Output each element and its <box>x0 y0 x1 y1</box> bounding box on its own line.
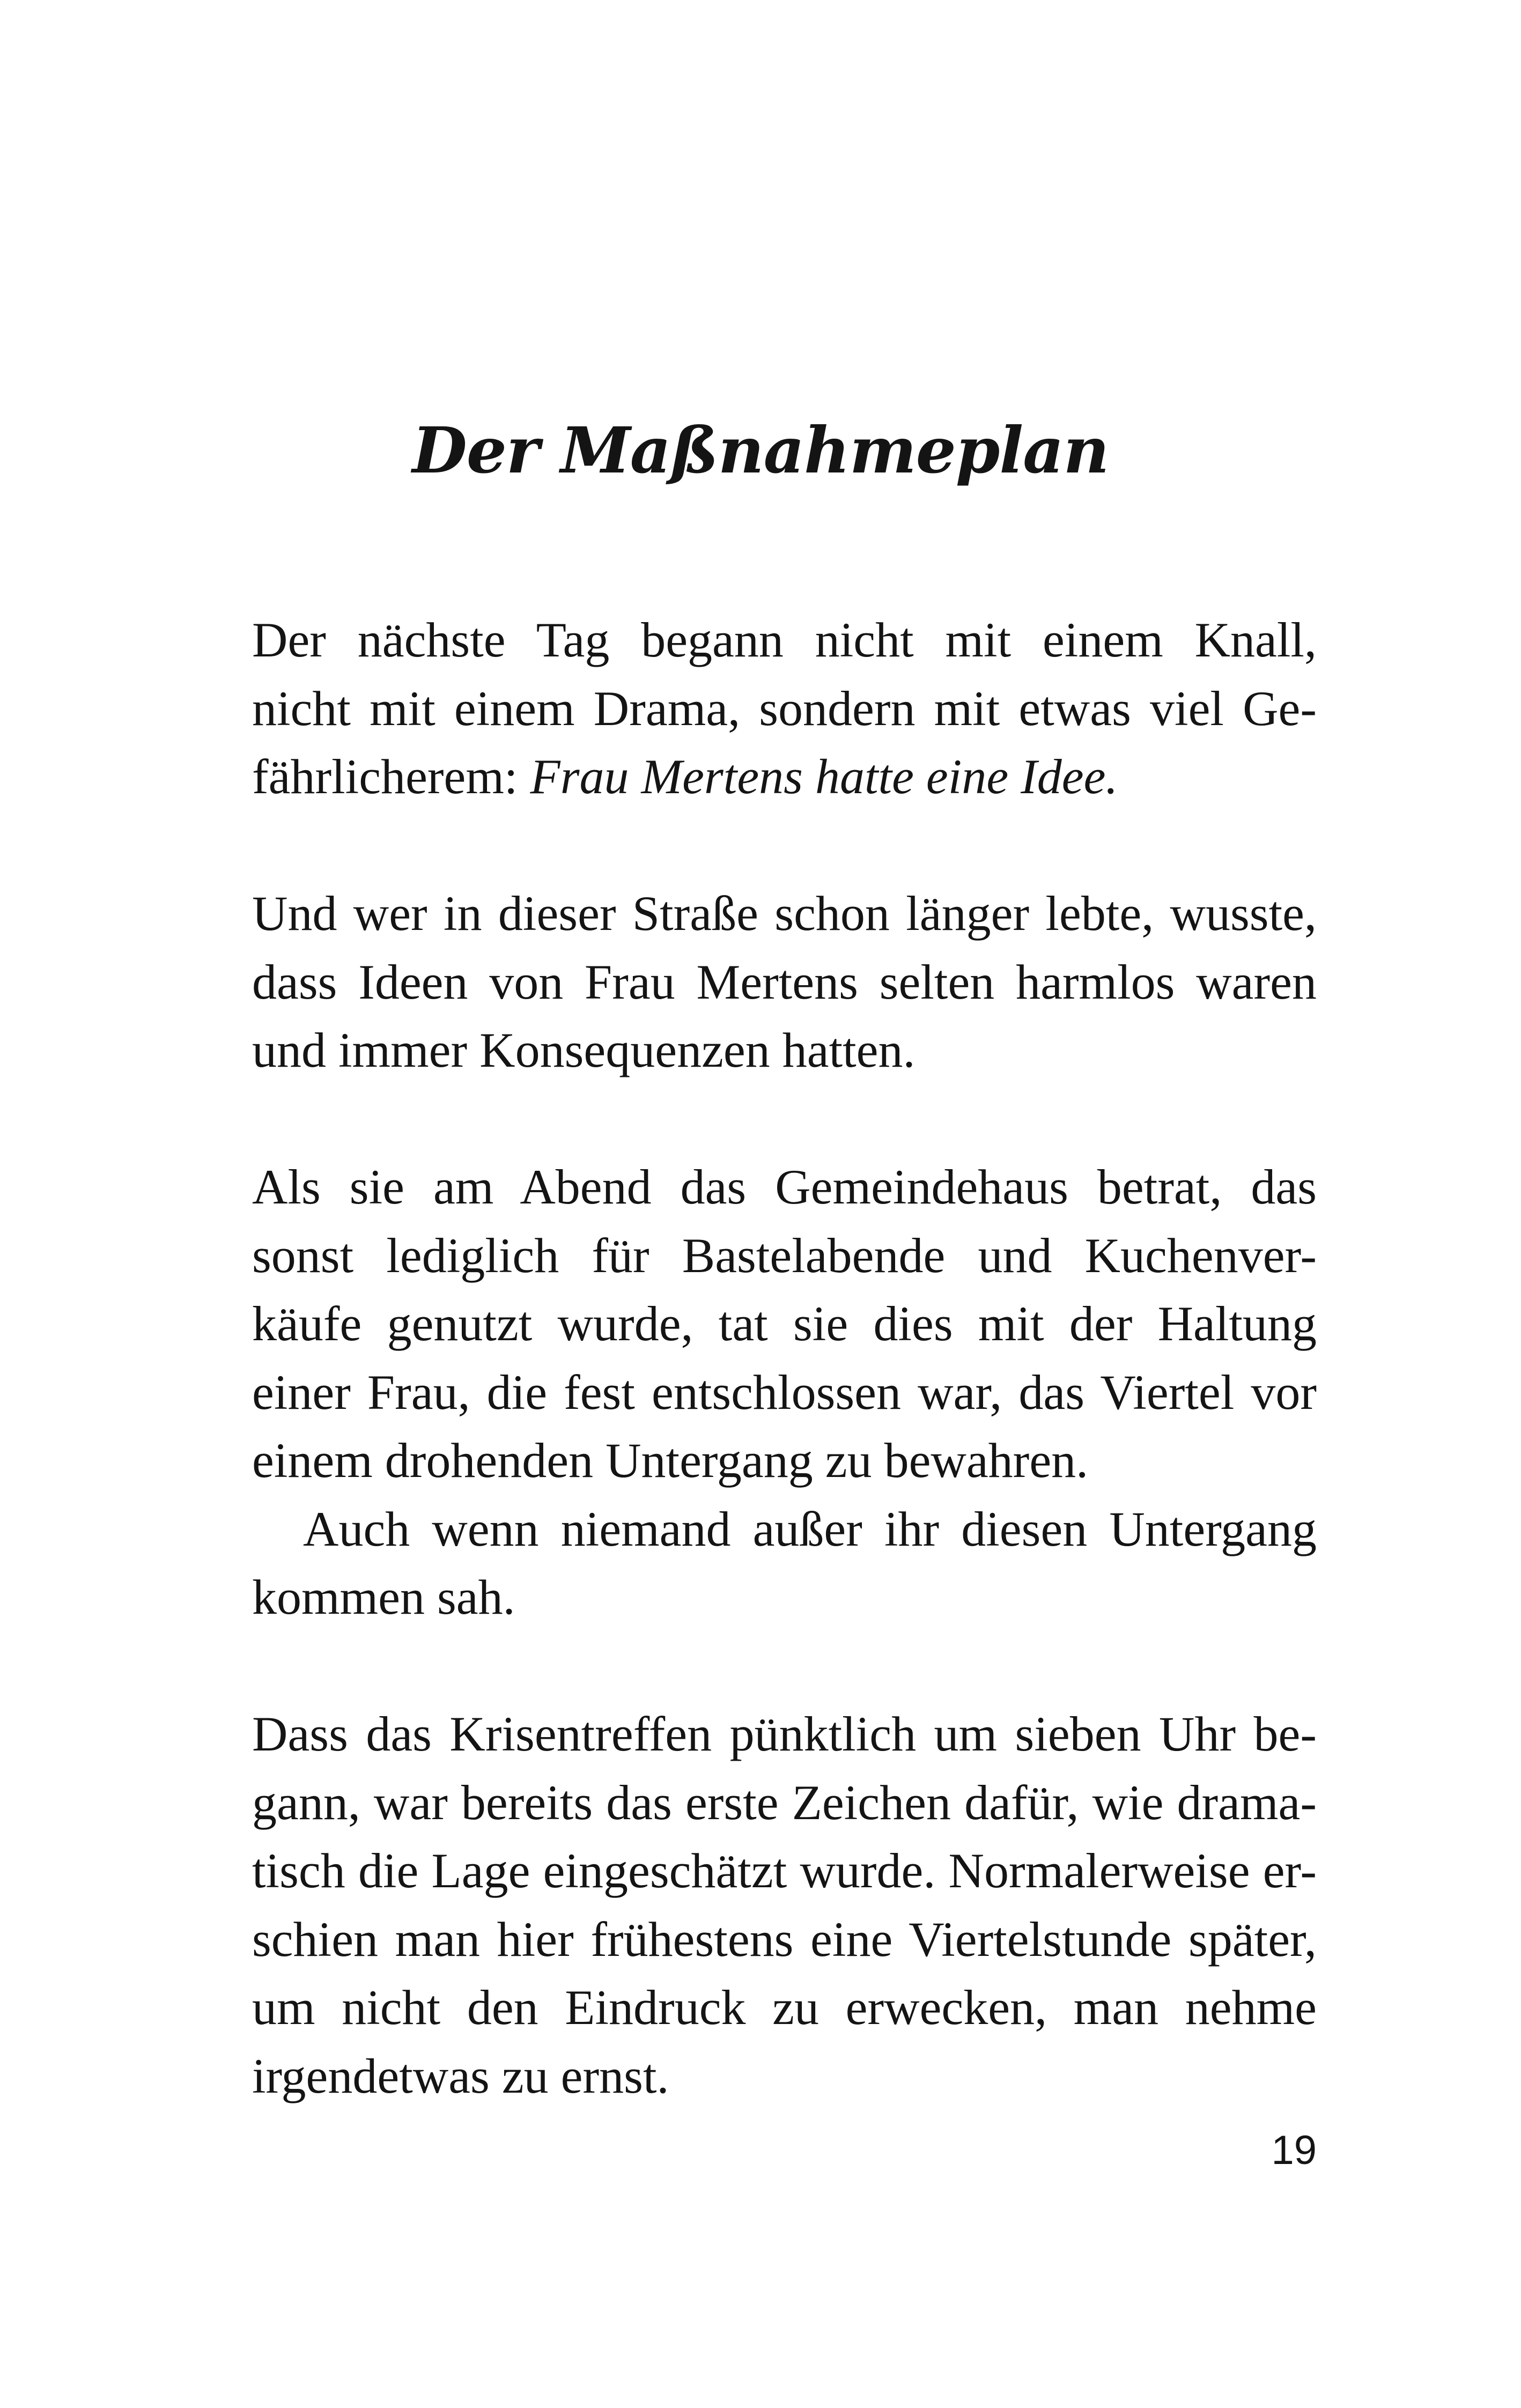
chapter-title: Der Maßnahmeplan <box>412 413 1109 487</box>
text-line: Der nächste Tag begann nicht mit einem Knall, <box>252 612 1317 667</box>
text-line <box>252 743 1317 811</box>
text-line: gann, war bereits das erste Zeichen dafür, wie drama- <box>252 1775 1317 1830</box>
text-line: irgendetwas zu ernst. <box>252 2048 669 2103</box>
paragraph-1 <box>252 606 1317 811</box>
text-line: tisch die Lage eingeschätzt wurde. Normalerweise er- <box>252 1843 1317 1898</box>
body-text <box>252 606 1317 2110</box>
text-line: dass Ideen von Frau Mertens selten harmlos waren <box>252 954 1317 1009</box>
text-line: einer Frau, die fest entschlossen war, das Viertel vor <box>252 1364 1317 1420</box>
text-span: fährlicherem: <box>252 749 530 804</box>
paragraph-gap <box>252 811 1317 880</box>
text-line: Als sie am Abend das Gemeindehaus betrat, das <box>252 1159 1317 1214</box>
text-line: um nicht den Eindruck zu erwecken, man nehme <box>252 1980 1317 2035</box>
text-line: Auch wenn niemand außer ihr diesen Untergang <box>303 1501 1317 1556</box>
page-number: 19 <box>1271 2128 1317 2173</box>
paragraph-gap <box>252 1632 1317 1701</box>
text-line: Und wer in dieser Straße schon länger lebte, wusste, <box>252 886 1317 941</box>
paragraph-5 <box>252 1700 1317 2110</box>
paragraph-4 <box>252 1495 1317 1632</box>
text-line: kommen sah. <box>252 1570 515 1624</box>
text-line: Dass das Krisentreffen pünktlich um sieben Uhr be- <box>252 1707 1317 1761</box>
paragraph-gap <box>252 1085 1317 1154</box>
emphasis-text: Frau Mertens hatte eine Idee. <box>530 749 1118 804</box>
text-line: einem drohenden Untergang zu bewahren. <box>252 1433 1089 1488</box>
paragraph-3 <box>252 1153 1317 1495</box>
text-line: sonst lediglich für Bastelabende und Kuchenver- <box>252 1228 1317 1283</box>
text-line: und immer Konsequenzen hatten. <box>252 1023 915 1077</box>
text-line: käufe genutzt wurde, tat sie dies mit der Haltung <box>252 1296 1317 1351</box>
text-line: schien man hier frühestens eine Viertelstunde später, <box>252 1911 1317 1967</box>
text-line: nicht mit einem Drama, sondern mit etwas viel Ge- <box>252 681 1317 736</box>
paragraph-2 <box>252 880 1317 1085</box>
